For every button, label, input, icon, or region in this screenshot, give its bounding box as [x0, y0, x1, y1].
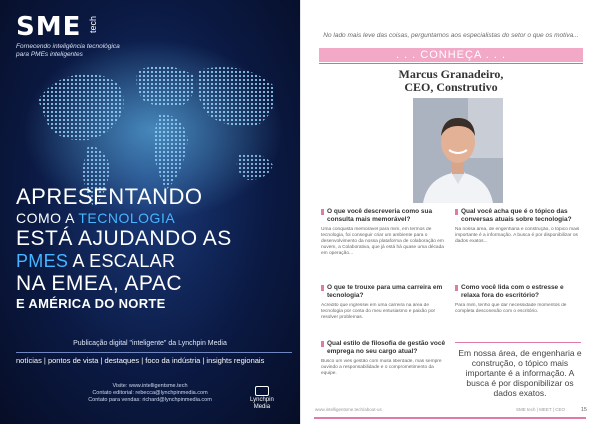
- logo-wordmark: SME: [16, 12, 82, 42]
- portrait-photo: [413, 98, 503, 203]
- question-topic: Qual você acha que é o tópico das conversas atuais sobre tecnologia?: [455, 208, 581, 224]
- section-divider: [319, 63, 583, 64]
- lynchpin-mark-icon: [255, 386, 269, 396]
- headline-line-6: E AMÉRICA DO NORTE: [16, 296, 166, 311]
- headline-accent-pmes: PMES: [16, 251, 69, 271]
- footer-section: SME tech | MEET | CEO: [515, 407, 565, 412]
- interviewee-heading: [321, 68, 581, 94]
- headline-accent-tecnologia: TECNOLOGIA: [78, 210, 176, 226]
- headline-line-4-post: A ESCALAR: [68, 251, 176, 271]
- section-banner: . . . CONHEÇA . . .: [319, 48, 583, 62]
- interviewee-name: Marcus Granadeiro,: [398, 67, 504, 81]
- headline-line-2: [16, 211, 296, 225]
- headline-line-4: [16, 252, 296, 270]
- question-career: O que te trouxe para uma carreira em tecnologia?: [321, 284, 447, 300]
- footer-accent-bar: [314, 417, 586, 419]
- answer-memorable: Uma conquista memorável para mim, em termos de tecnologia, foi conseguir criar um ambiente para o desenvolvimento da nossa plataforma de colaboração em nuvem, a Colaborativa, que já está há quase uma década em operação...: [321, 227, 444, 256]
- question-management: Qual estilo de filosofia de gestão você emprega no seu cargo atual?: [321, 340, 447, 356]
- answer-career: Acredito que ingressei em uma carreira na área de tecnologia por conta do meu entusiasmo e paixão por resolver problemas.: [321, 303, 436, 320]
- lynchpin-logo: [250, 386, 274, 411]
- answer-topic: Na nossa área, de engenharia e construção, o tópico mais importante é a informação. A busca é por disponibilizar os dados exatos...: [455, 227, 580, 244]
- footer-url: www.intelligentsme.tech/about-us: [315, 407, 382, 412]
- sme-tech-logo: [16, 14, 126, 59]
- portrait-illustration: [413, 98, 503, 203]
- lynchpin-sub: Media: [253, 404, 271, 410]
- question-memorable: O que você descreveria como sua consulta mais memorável?: [321, 208, 447, 224]
- pull-quote-divider: [455, 342, 581, 343]
- contact-website: Visite: www.intelligentsme.tech: [112, 383, 188, 389]
- page-footer: [315, 407, 587, 417]
- qa-column-right: [455, 208, 581, 340]
- logo-sub: tech: [88, 16, 98, 34]
- headline-line-1: APRESENTANDO: [16, 184, 203, 209]
- headline-line-2-pre: COMO A: [16, 210, 79, 226]
- answer-stress: Para mim, tenho que dar necessidade momentos de completa desconexão com o escritório.: [455, 303, 567, 314]
- publisher-line: Publicação digital "inteligente" da Lynchpin Media: [73, 340, 227, 347]
- headline-line-5: NA EMEA, APAC: [16, 272, 182, 295]
- section-nav: notícias | pontos de vista | destaques | foco da indústria | insights regionais: [16, 352, 292, 365]
- answer-management: Busco um viés gestão com muita liberdade, mas sempre ouvindo a responsabilidade e o comprometimento da equipe.: [321, 359, 442, 376]
- interviewee-title: CEO, Construtivo: [404, 80, 498, 94]
- lynchpin-name: Lynchpin: [250, 397, 274, 403]
- contact-sales: Contato para vendas: richard@lynchpinmedia.com: [88, 397, 212, 403]
- question-stress: Como você lida com o estresse e relaxa fora do escritório?: [455, 284, 581, 300]
- page-number: 15: [580, 407, 587, 413]
- cover-headline: [16, 186, 296, 313]
- interview-page: [300, 0, 600, 424]
- headline-line-3: ESTÁ AJUDANDO AS: [16, 227, 232, 250]
- pull-quote: Em nossa área, de engenharia e construção, o tópico mais importante é a informação. A busca é por disponibilizar os dados exatos.: [458, 348, 582, 398]
- qa-column-left: [321, 208, 447, 396]
- logo-tagline: Fornecendo inteligência tecnológica para PMEs inteligentes: [16, 43, 120, 58]
- intro-text: No lado mais leve das coisas, perguntamos aos especialistas do setor o que os motiva...: [323, 32, 579, 39]
- contact-editorial: Contato editorial: rebecca@lynchpinmedia.com: [92, 390, 208, 396]
